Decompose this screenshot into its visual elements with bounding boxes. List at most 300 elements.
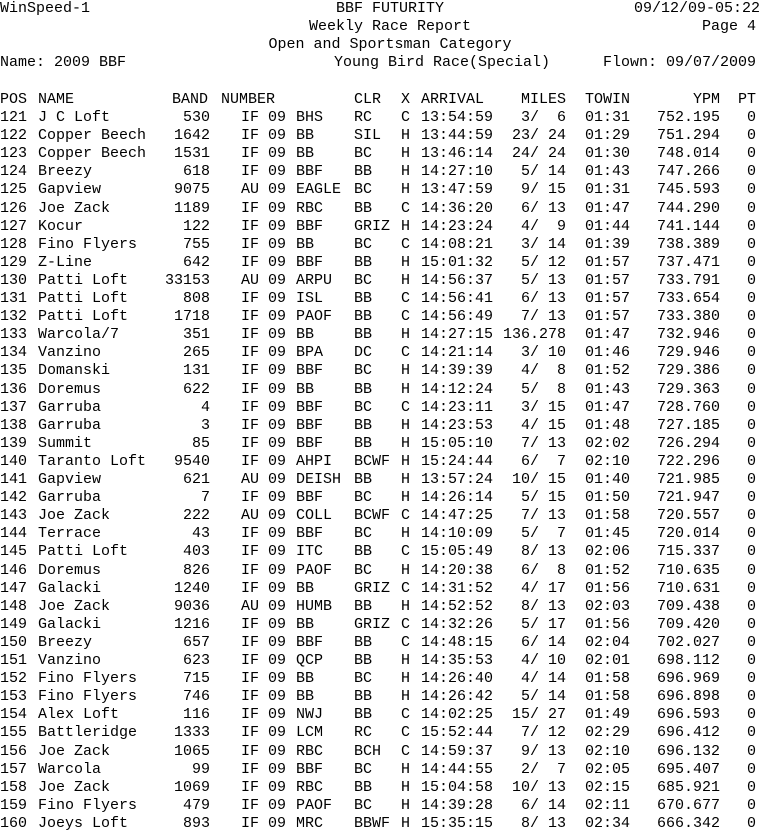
row-color: BC: [354, 181, 373, 199]
table-row: [0, 688, 780, 706]
software-name: WinSpeed-1: [0, 0, 91, 17]
row-loft-name: Fino Flyers: [38, 796, 138, 814]
row-pt: 0: [746, 271, 756, 289]
row-loft-name: Joe Zack: [38, 199, 111, 217]
row-towin: 01:30: [585, 145, 631, 163]
row-loft-name: Joe Zack: [38, 778, 111, 796]
row-band-code: BBF: [296, 253, 324, 271]
row-arrival: 14:35:53: [421, 652, 494, 669]
row-color: BC: [354, 489, 373, 507]
row-band-code: MRC: [296, 814, 324, 832]
row-band-year: 09: [268, 688, 287, 706]
row-towin: 01:29: [585, 127, 631, 145]
row-band-year: 09: [268, 163, 287, 181]
row-miles: 5/ 13: [520, 271, 566, 289]
row-towin: 01:47: [585, 398, 631, 416]
row-loft-name: Copper Beech: [38, 127, 147, 145]
row-miles: 10/ 15: [511, 471, 566, 488]
row-color: BC: [354, 760, 373, 778]
row-towin: 01:58: [585, 507, 631, 525]
row-miles: 4/ 15: [520, 416, 566, 434]
row-pt: 0: [746, 217, 756, 235]
row-arrival: 14:56:49: [421, 308, 494, 326]
row-miles: 9/ 13: [520, 742, 566, 760]
table-row: [0, 272, 780, 290]
row-sex: H: [401, 688, 411, 706]
row-ypm: 696.593: [656, 706, 720, 724]
row-band-year: 09: [268, 181, 287, 199]
row-pt: 0: [746, 652, 756, 669]
table-row: [0, 362, 780, 380]
row-miles: 4/ 9: [520, 217, 566, 235]
row-miles: 9/ 15: [520, 181, 566, 199]
row-sex: H: [401, 670, 411, 688]
row-loft-name: Gapview: [38, 471, 102, 488]
row-arrival: 14:32:26: [421, 615, 494, 633]
row-miles: 5/ 7: [520, 525, 566, 543]
row-arrival: 15:05:10: [421, 434, 494, 452]
row-arrival: 13:54:59: [421, 109, 494, 126]
row-sex: H: [401, 814, 411, 832]
row-towin: 01:47: [585, 199, 631, 217]
row-band-org: IF: [241, 742, 260, 760]
row-miles: 3/ 6: [520, 109, 566, 126]
row-towin: 01:58: [585, 670, 631, 688]
row-miles: 6/ 7: [520, 452, 566, 470]
row-color: BC: [354, 145, 373, 163]
row-sex: C: [401, 308, 411, 326]
row-band-org: IF: [241, 760, 260, 778]
row-towin: 01:46: [585, 344, 631, 362]
row-band: 9075: [173, 181, 210, 199]
row-band-year: 09: [268, 525, 287, 543]
report-header-line-3: [0, 36, 780, 54]
row-pos: 128: [0, 235, 28, 253]
row-color: DC: [354, 344, 373, 362]
row-sex: C: [401, 706, 411, 724]
table-row: [0, 815, 780, 833]
row-sex: C: [401, 579, 411, 597]
row-pos: 145: [0, 543, 28, 561]
row-ypm: 696.969: [656, 670, 720, 688]
row-band-org: IF: [241, 652, 260, 669]
row-band: 1069: [173, 778, 210, 796]
row-pos: 129: [0, 253, 28, 271]
col-towin: TOWIN: [585, 91, 631, 108]
row-band: 43: [191, 525, 210, 543]
row-pt: 0: [746, 507, 756, 525]
row-band: 116: [182, 706, 210, 724]
row-band-org: IF: [241, 416, 260, 434]
table-row: [0, 580, 780, 598]
table-row: [0, 706, 780, 724]
row-band: 222: [182, 507, 210, 525]
row-pt: 0: [746, 308, 756, 326]
row-ypm: 670.677: [656, 796, 720, 814]
table-row: [0, 381, 780, 399]
row-sex: H: [401, 525, 411, 543]
row-pt: 0: [746, 253, 756, 271]
row-band-org: IF: [241, 778, 260, 796]
row-band: 33153: [164, 271, 210, 289]
row-towin: 01:52: [585, 362, 631, 380]
row-loft-name: Copper Beech: [38, 145, 147, 163]
row-arrival: 14:47:25: [421, 507, 494, 525]
table-row: [0, 797, 780, 815]
row-band: 1240: [173, 579, 210, 597]
row-ypm: 685.921: [656, 778, 720, 796]
row-color: BCWF: [354, 452, 391, 470]
row-ypm: 710.631: [656, 579, 720, 597]
row-loft-name: Fino Flyers: [38, 688, 138, 706]
row-ypm: 721.947: [656, 489, 720, 507]
row-towin: 01:43: [585, 163, 631, 181]
row-band-code: BBF: [296, 434, 324, 452]
row-towin: 01:31: [585, 181, 631, 199]
table-row: [0, 417, 780, 435]
row-sex: H: [401, 253, 411, 271]
row-color: BC: [354, 796, 373, 814]
row-ypm: 732.946: [656, 326, 720, 344]
row-band-year: 09: [268, 706, 287, 724]
report-header-line-2: [0, 18, 780, 36]
row-miles: 5/ 12: [520, 253, 566, 271]
row-ypm: 726.294: [656, 434, 720, 452]
row-band: 755: [182, 235, 210, 253]
row-pt: 0: [746, 760, 756, 778]
row-band-year: 09: [268, 597, 287, 615]
row-arrival: 14:27:10: [421, 163, 494, 181]
row-color: BC: [354, 398, 373, 416]
row-band-org: IF: [241, 543, 260, 561]
row-sex: H: [401, 561, 411, 579]
row-ypm: 715.337: [656, 543, 720, 561]
row-band-year: 09: [268, 127, 287, 145]
row-band: 715: [182, 670, 210, 688]
row-color: BB: [354, 688, 373, 706]
row-band-year: 09: [268, 344, 287, 362]
row-band-code: LCM: [296, 724, 324, 742]
row-band-code: PAOF: [296, 796, 333, 814]
row-band-year: 09: [268, 380, 287, 398]
row-towin: 02:10: [585, 452, 631, 470]
row-band-year: 09: [268, 742, 287, 760]
col-name: NAME: [38, 91, 75, 108]
row-band-org: IF: [241, 109, 260, 126]
row-color: BB: [354, 326, 373, 344]
row-sex: H: [401, 778, 411, 796]
row-band-code: DEISH: [296, 471, 342, 488]
row-band-year: 09: [268, 271, 287, 289]
row-pt: 0: [746, 452, 756, 470]
row-band: 1189: [173, 199, 210, 217]
row-ypm: 720.557: [656, 507, 720, 525]
row-band-code: RBC: [296, 199, 324, 217]
table-row: [0, 471, 780, 489]
row-pos: 156: [0, 742, 28, 760]
row-loft-name: Joeys Loft: [38, 814, 129, 832]
row-loft-name: Garruba: [38, 489, 102, 507]
row-loft-name: Joe Zack: [38, 507, 111, 525]
row-pt: 0: [746, 145, 756, 163]
row-towin: 01:39: [585, 235, 631, 253]
club-name: BBF FUTURITY: [335, 0, 445, 17]
row-band-year: 09: [268, 615, 287, 633]
row-miles: 7/ 12: [520, 724, 566, 742]
row-band-org: IF: [241, 688, 260, 706]
row-band-code: BB: [296, 688, 315, 706]
row-band-org: IF: [241, 561, 260, 579]
row-ypm: 720.014: [656, 525, 720, 543]
table-row: [0, 163, 780, 181]
row-band-code: BBF: [296, 163, 324, 181]
col-band: BAND: [172, 91, 209, 108]
row-band-code: BPA: [296, 344, 324, 362]
row-pos: 136: [0, 380, 28, 398]
row-loft-name: Patti Loft: [38, 543, 129, 561]
table-row: [0, 562, 780, 580]
row-ypm: 748.014: [656, 145, 720, 163]
row-pt: 0: [746, 326, 756, 344]
row-band-year: 09: [268, 796, 287, 814]
row-band: 85: [191, 434, 210, 452]
row-band: 657: [182, 633, 210, 651]
row-band-year: 09: [268, 290, 287, 307]
row-band: 351: [182, 326, 210, 344]
row-pos: 160: [0, 814, 28, 832]
row-sex: H: [401, 489, 411, 507]
row-loft-name: Fino Flyers: [38, 235, 138, 253]
row-band-org: IF: [241, 308, 260, 326]
table-row: [0, 308, 780, 326]
col-clr: CLR: [354, 91, 382, 108]
row-pos: 134: [0, 344, 28, 362]
row-band: 7: [200, 489, 210, 507]
row-towin: 01:47: [585, 326, 631, 344]
row-band-code: BB: [296, 145, 315, 163]
report-header-line-1: [0, 0, 780, 18]
row-band-org: IF: [241, 796, 260, 814]
row-color: BC: [354, 670, 373, 688]
row-band-code: QCP: [296, 652, 324, 669]
row-loft-name: Taranto Loft: [38, 452, 147, 470]
row-pos: 121: [0, 109, 28, 126]
row-pt: 0: [746, 199, 756, 217]
row-ypm: 729.946: [656, 344, 720, 362]
row-band-code: BBF: [296, 525, 324, 543]
row-miles: 3/ 14: [520, 235, 566, 253]
row-band-org: AU: [241, 271, 260, 289]
row-loft-name: Garruba: [38, 416, 102, 434]
row-sex: H: [401, 145, 411, 163]
row-band-org: IF: [241, 706, 260, 724]
col-pt: PT: [737, 91, 756, 108]
row-arrival: 14:20:38: [421, 561, 494, 579]
row-towin: 02:02: [585, 434, 631, 452]
report-title: Weekly Race Report: [308, 18, 472, 35]
row-color: BB: [354, 633, 373, 651]
row-ypm: 738.389: [656, 235, 720, 253]
table-row: [0, 507, 780, 525]
row-arrival: 13:47:59: [421, 181, 494, 199]
row-pt: 0: [746, 814, 756, 832]
table-row: [0, 236, 780, 254]
row-color: BB: [354, 253, 373, 271]
row-sex: H: [401, 796, 411, 814]
row-color: BC: [354, 362, 373, 380]
row-towin: 02:11: [585, 796, 631, 814]
row-band: 479: [182, 796, 210, 814]
row-sex: C: [401, 543, 411, 561]
row-sex: C: [401, 633, 411, 651]
row-band-code: BB: [296, 326, 315, 344]
table-row: [0, 761, 780, 779]
row-ypm: 737.471: [656, 253, 720, 271]
row-color: SIL: [354, 127, 382, 145]
row-pt: 0: [746, 561, 756, 579]
row-sex: C: [401, 742, 411, 760]
row-arrival: 14:56:37: [421, 271, 494, 289]
row-loft-name: Warcola: [38, 760, 102, 778]
row-loft-name: Patti Loft: [38, 271, 129, 289]
row-sex: H: [401, 163, 411, 181]
row-pt: 0: [746, 380, 756, 398]
row-loft-name: Warcola/7: [38, 326, 120, 344]
row-ypm: 727.185: [656, 416, 720, 434]
col-miles: MILES: [520, 91, 566, 108]
row-band-code: BB: [296, 670, 315, 688]
row-pt: 0: [746, 163, 756, 181]
table-row: [0, 326, 780, 344]
row-loft-name: Vanzino: [38, 344, 102, 362]
row-band-year: 09: [268, 253, 287, 271]
row-ypm: 666.342: [656, 814, 720, 832]
row-arrival: 13:57:24: [421, 471, 494, 488]
row-pt: 0: [746, 688, 756, 706]
row-band-org: IF: [241, 615, 260, 633]
row-pt: 0: [746, 724, 756, 742]
row-loft-name: Joe Zack: [38, 742, 111, 760]
row-pt: 0: [746, 181, 756, 199]
row-loft-name: Domanski: [38, 362, 111, 380]
table-row: [0, 254, 780, 272]
row-ypm: 747.266: [656, 163, 720, 181]
row-ypm: 745.593: [656, 181, 720, 199]
row-towin: 02:01: [585, 652, 631, 669]
row-color: BC: [354, 271, 373, 289]
row-towin: 01:40: [585, 471, 631, 488]
table-row: [0, 453, 780, 471]
row-towin: 01:58: [585, 688, 631, 706]
row-ypm: 733.791: [656, 271, 720, 289]
col-pos: POS: [0, 91, 28, 108]
row-band-year: 09: [268, 145, 287, 163]
row-band-org: IF: [241, 579, 260, 597]
row-pt: 0: [746, 127, 756, 145]
row-color: BC: [354, 235, 373, 253]
row-miles: 8/ 13: [520, 597, 566, 615]
row-band-year: 09: [268, 398, 287, 416]
row-ypm: 696.898: [656, 688, 720, 706]
row-band: 621: [182, 471, 210, 488]
row-miles: 7/ 13: [520, 507, 566, 525]
row-band-year: 09: [268, 235, 287, 253]
row-ypm: 744.290: [656, 199, 720, 217]
row-arrival: 15:24:44: [421, 452, 494, 470]
row-pt: 0: [746, 796, 756, 814]
row-arrival: 13:44:59: [421, 127, 494, 145]
row-color: BB: [354, 199, 373, 217]
row-towin: 01:45: [585, 525, 631, 543]
row-arrival: 15:52:44: [421, 724, 494, 742]
row-band-year: 09: [268, 326, 287, 344]
row-sex: H: [401, 760, 411, 778]
row-miles: 5/ 15: [520, 489, 566, 507]
row-band-org: AU: [241, 507, 260, 525]
row-color: BB: [354, 597, 373, 615]
row-color: BB: [354, 543, 373, 561]
table-row: [0, 598, 780, 616]
row-band-code: BB: [296, 127, 315, 145]
report-category: Open and Sportsman Category: [268, 36, 512, 53]
row-pos: 147: [0, 579, 28, 597]
row-pt: 0: [746, 434, 756, 452]
row-pt: 0: [746, 525, 756, 543]
row-arrival: 14:39:28: [421, 796, 494, 814]
row-pos: 143: [0, 507, 28, 525]
row-band: 1531: [173, 145, 210, 163]
row-sex: H: [401, 434, 411, 452]
row-loft-name: Galacki: [38, 615, 102, 633]
row-arrival: 14:52:52: [421, 597, 494, 615]
row-color: BB: [354, 434, 373, 452]
row-towin: 02:05: [585, 760, 631, 778]
row-miles: 2/ 7: [520, 760, 566, 778]
row-band-year: 09: [268, 561, 287, 579]
row-pos: 151: [0, 652, 28, 669]
row-band-code: RBC: [296, 742, 324, 760]
row-pt: 0: [746, 597, 756, 615]
row-miles: 5/ 14: [520, 688, 566, 706]
row-ypm: 710.635: [656, 561, 720, 579]
table-row: [0, 399, 780, 417]
row-pt: 0: [746, 235, 756, 253]
row-band-org: IF: [241, 326, 260, 344]
row-arrival: 14:26:40: [421, 670, 494, 688]
row-arrival: 14:08:21: [421, 235, 494, 253]
row-color: BC: [354, 525, 373, 543]
row-ypm: 696.132: [656, 742, 720, 760]
row-towin: 01:56: [585, 579, 631, 597]
row-band-org: IF: [241, 199, 260, 217]
row-ypm: 729.363: [656, 380, 720, 398]
row-pos: 155: [0, 724, 28, 742]
row-band-code: BBF: [296, 489, 324, 507]
row-band-code: PAOF: [296, 561, 333, 579]
row-band-org: IF: [241, 344, 260, 362]
row-band: 99: [191, 760, 210, 778]
row-pos: 152: [0, 670, 28, 688]
table-row: [0, 779, 780, 797]
table-row: [0, 724, 780, 742]
row-loft-name: Vanzino: [38, 652, 102, 669]
row-loft-name: Alex Loft: [38, 706, 120, 724]
row-color: BB: [354, 290, 373, 307]
row-color: BB: [354, 471, 373, 488]
row-band-org: AU: [241, 597, 260, 615]
row-miles: 4/ 14: [520, 670, 566, 688]
row-miles: 3/ 10: [520, 344, 566, 362]
